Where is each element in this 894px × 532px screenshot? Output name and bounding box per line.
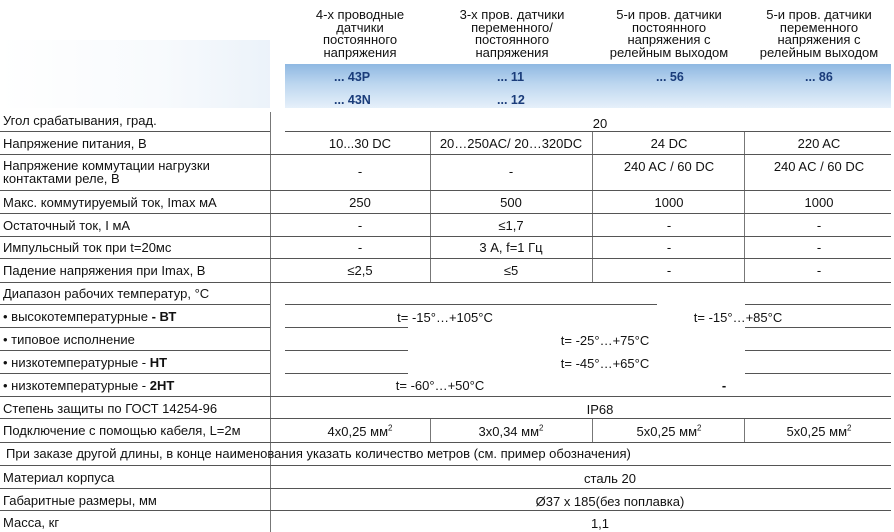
supply-col-2: 20…250AC/ 20…320DC [439,136,583,151]
superscript: 2 [388,423,393,433]
imax-col-4: 1000 [804,195,834,210]
label-material: Материал корпуса [3,470,115,485]
cable-col-2 [430,425,592,438]
mass-value: 1,1 [590,516,610,531]
row-line [285,327,408,328]
row-line [285,131,891,132]
residual-col-2: ≤1,7 [498,218,524,233]
header-line: напряжения [475,44,549,60]
code-11: ... 11 [497,70,525,84]
pulse-col-4: - [816,240,822,255]
temp-bt-left: t= -15°…+105°C [397,310,493,325]
label-supply: Напряжение питания, В [3,136,147,151]
temp-typ-value: t= -25°…+75°C [560,333,650,348]
superscript: 2 [697,423,702,433]
superscript: 2 [539,423,544,433]
drop-col-2: ≤5 [503,263,519,278]
row-line [0,258,891,259]
col-header-3 [594,9,744,59]
drop-col-1: ≤2,5 [347,263,373,278]
label-mass: Масса, кг [3,515,60,530]
residual-col-4: - [816,218,822,233]
code-43p: ... 43P [334,70,371,84]
row-line [285,350,408,351]
label-pulse: Импульсный ток при t=20мс [3,240,172,255]
label-relay-2: контактами реле, В [3,171,120,186]
code-56: ... 56 [656,70,684,84]
row-line [0,304,270,305]
col-header-4 [746,9,892,59]
row-line [0,236,891,237]
imax-col-1: 250 [349,195,371,210]
cable-text: 3x0,34 мм [478,424,540,439]
row-line [0,154,891,155]
code-band [285,64,891,108]
order-note: При заказе другой длины, в конце наименования указать количество метров (см. пример обозначения) [6,446,631,461]
header-line: напряжения с [777,32,861,47]
label-temp-bt [3,310,176,323]
header-line: переменного [779,19,859,35]
relay-col-4: 240 AC / 60 DC [773,159,865,174]
supply-col-4: 220 AC [797,136,841,151]
header-line: датчики [336,19,384,35]
label-mark: 2НТ [149,378,175,393]
dims-value: Ø37 x 185(без поплавка) [535,494,685,509]
header-line: релейным выходом [759,44,879,60]
label-mark: - ВТ [151,309,177,324]
drop-col-4: - [816,263,822,278]
row-line [0,131,270,132]
col-header-2 [432,9,592,59]
header-line: 3-х пров. датчики [459,7,565,22]
divider [270,112,271,532]
row-line [285,304,657,305]
row-line [745,350,891,351]
code-86: ... 86 [805,70,833,84]
label-temp-range: Диапазон рабочих температур, °С [3,286,210,301]
header-line: напряжения [323,44,397,60]
row-line [0,327,270,328]
label-residual: Остаточный ток, I мА [3,218,131,233]
row-line [745,373,891,374]
row-line [0,418,891,419]
label-text: • низкотемпературные - [3,378,147,393]
cable-text: 5x0,25 мм [786,424,848,439]
row-line [0,465,891,466]
row-line [0,488,891,489]
cable-col-4 [746,425,892,438]
relay-col-1: - [357,164,363,179]
label-relay-1: Напряжение коммутации нагрузки [3,158,210,173]
supply-col-1: 10...30 DC [328,136,392,151]
material-value: сталь 20 [584,471,636,486]
cable-col-3 [594,425,744,438]
header-line: 5-и пров. датчики [616,7,722,22]
label-mark: НТ [149,355,168,370]
header-line: напряжения с [627,32,711,47]
header-line: релейным выходом [609,44,729,60]
label-imax: Макс. коммутируемый ток, Imax мА [3,195,217,210]
col-header-1 [290,9,430,59]
temp-nt-value: t= -45°…+65°C [560,356,650,371]
label-temp-nt [3,356,167,369]
cable-col-1 [290,425,430,438]
residual-col-3: - [666,218,672,233]
header-line: переменного/ [471,19,553,35]
row-line [0,350,270,351]
row-line [0,213,891,214]
label-text: • высокотемпературные [3,309,148,324]
label-temp-2nt [3,379,174,392]
label-dims: Габаритные размеры, мм [3,493,157,508]
label-temp-typ: • типовое исполнение [3,332,135,347]
pulse-col-3: - [666,240,672,255]
divider [744,418,745,442]
supply-col-3: 24 DC [650,136,688,151]
row-line [0,190,891,191]
row-line [285,373,408,374]
header-line: постоянного [474,32,550,47]
ip-value: IP68 [586,402,614,417]
value-angle: 20 [592,116,608,131]
label-text: • низкотемпературные - [3,355,147,370]
residual-col-1: - [357,218,363,233]
row-line [745,327,891,328]
header-line: 4-х проводные [315,7,405,22]
row-line [0,282,891,283]
imax-col-2: 500 [500,195,522,210]
pulse-col-1: - [357,240,363,255]
relay-col-3: 240 AC / 60 DC [623,159,715,174]
row-line [745,304,891,305]
divider [592,418,593,442]
label-ip: Степень защиты по ГОСТ 14254-96 [3,401,218,416]
row-line [0,442,891,443]
code-43n: ... 43N [334,93,371,107]
row-line [0,510,891,511]
relay-col-2: - [508,164,514,179]
header-line: 5-и пров. датчики [766,7,872,22]
temp-2nt-right: - [721,378,727,393]
code-12: ... 12 [497,93,525,107]
imax-col-3: 1000 [654,195,684,210]
cable-text: 5x0,25 мм [636,424,698,439]
temp-2nt-left: t= -60°…+50°C [395,378,485,393]
header-fade [0,40,270,108]
temp-bt-right: t= -15°…+85°C [693,310,783,325]
row-line [0,373,270,374]
label-drop: Падение напряжения при Imax, В [3,263,206,278]
superscript: 2 [847,423,852,433]
drop-col-3: - [666,263,672,278]
pulse-col-2: 3 А, f=1 Гц [479,240,543,255]
label-angle: Угол срабатывания, град. [3,113,157,128]
header-line: постоянного [322,32,398,47]
label-cable: Подключение с помощью кабеля, L=2м [3,423,241,438]
header-line: постоянного [631,19,707,35]
cable-text: 4x0,25 мм [327,424,389,439]
row-line [0,396,891,397]
